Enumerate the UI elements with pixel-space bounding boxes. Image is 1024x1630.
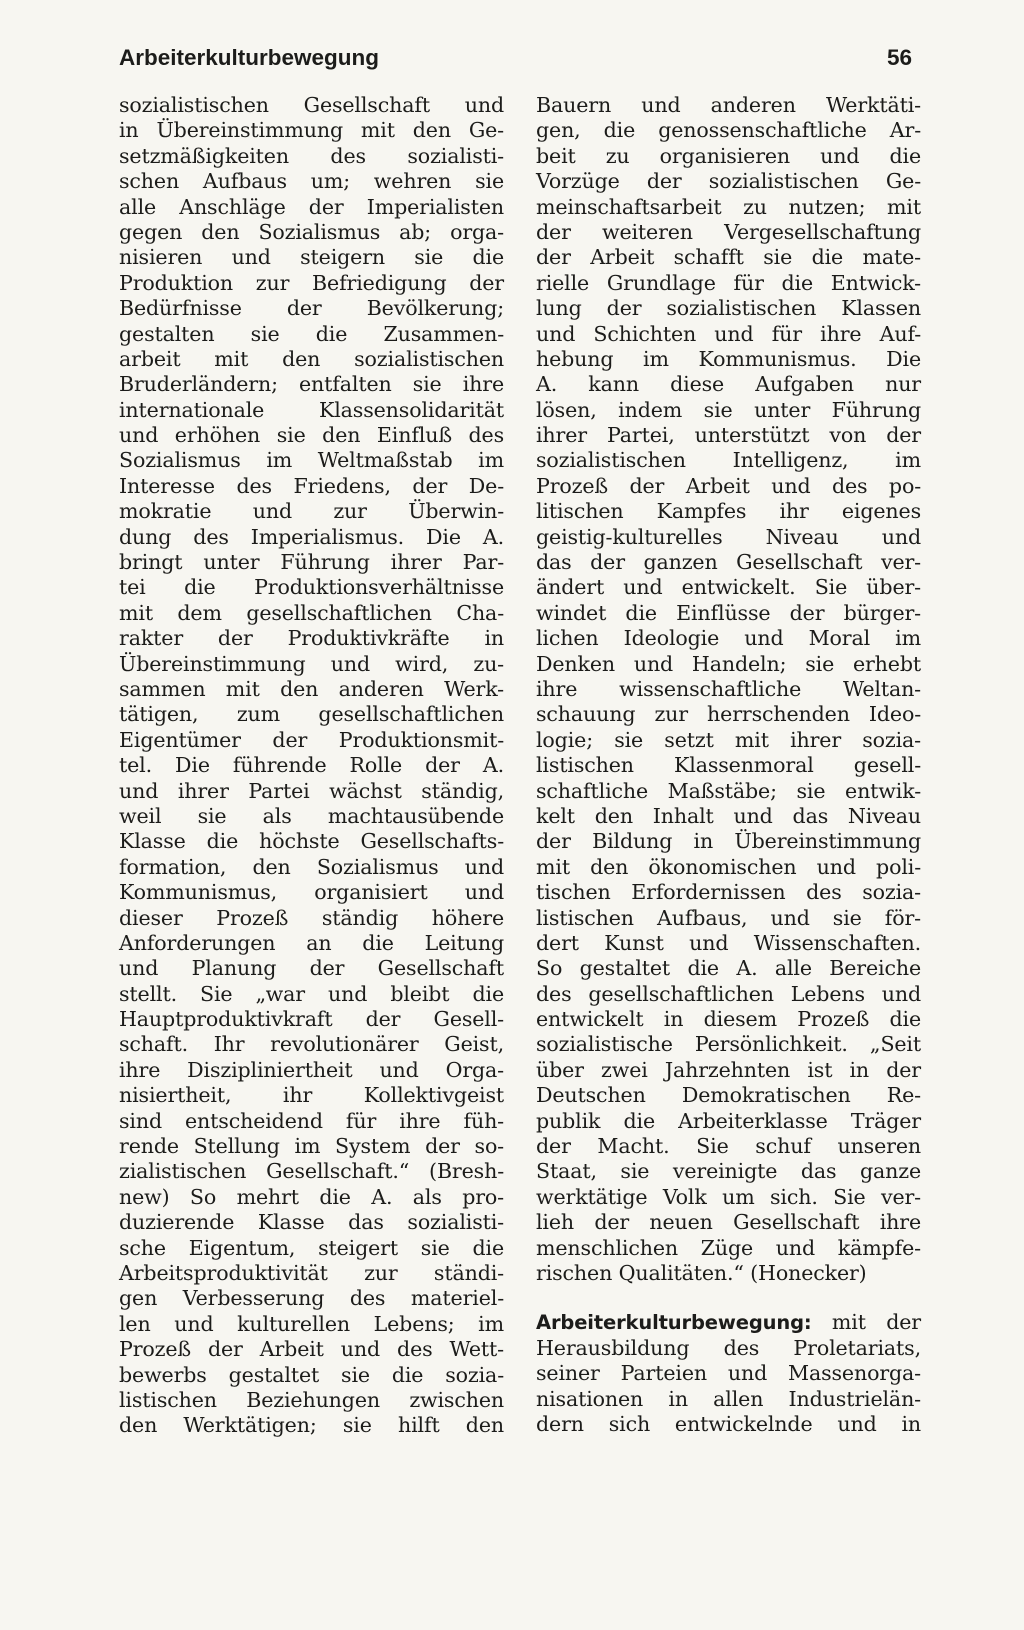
entry-first-line [536, 1310, 921, 1335]
text-line: A. kann diese Aufgaben nur [536, 372, 921, 397]
text-line: entwickelt in diesem Prozeß die [536, 1007, 921, 1032]
text-line: tei die Produktionsverhältnisse [119, 575, 504, 600]
text-line: Prozeß der Arbeit und des po- [536, 473, 921, 498]
text-line: meinschaftsarbeit zu nutzen; mit [536, 194, 921, 219]
text-line: Herausbildung des Proletariats, [536, 1335, 921, 1360]
text-line: kelt den Inhalt und das Niveau [536, 803, 921, 828]
text-line: der Bildung in Übereinstimmung [536, 829, 921, 854]
text-line: Interesse des Friedens, der De- [119, 473, 504, 498]
text-line: menschlichen Züge und kämpfe- [536, 1235, 921, 1260]
text-line: und erhöhen sie den Einfluß des [119, 423, 504, 448]
text-line: Anforderungen an die Leitung [119, 930, 504, 955]
text-line: bringt unter Führung ihrer Par- [119, 550, 504, 575]
text-line: nisieren und steigern sie die [119, 245, 504, 270]
text-line: über zwei Jahrzehnten ist in der [536, 1057, 921, 1082]
text-line: sozialistischen Intelligenz, im [536, 448, 921, 473]
text-line: Bruderländern; entfalten sie ihre [119, 372, 504, 397]
text-line: der Arbeit schafft sie die mate- [536, 245, 921, 270]
text-line: formation, den Sozialismus und [119, 854, 504, 879]
text-line: nisiertheit, ihr Kollektivgeist [119, 1083, 504, 1108]
text-line: Klasse die höchste Gesellschafts- [119, 829, 504, 854]
text-line: Deutschen Demokratischen Re- [536, 1083, 921, 1108]
entry-headword: Arbeiterkulturbewegung: [536, 1311, 812, 1335]
text-line: Eigentümer der Produktionsmit- [119, 727, 504, 752]
running-header [119, 40, 912, 80]
text-line: schauung zur herrschenden Ideo- [536, 702, 921, 727]
text-line: Prozeß der Arbeit und des Wett- [119, 1337, 504, 1362]
text-line: mokratie und zur Überwin- [119, 499, 504, 524]
text-line: So gestaltet die A. alle Bereiche [536, 956, 921, 981]
text-line: Übereinstimmung und wird, zu- [119, 651, 504, 676]
text-line: arbeit mit den sozialistischen [119, 346, 504, 371]
right-column-text [536, 93, 921, 1286]
entry-first-line-text: mit der [811, 1310, 921, 1335]
text-line: ihre Diszipliniertheit und Orga- [119, 1057, 504, 1082]
text-line: listischen Beziehungen zwischen [119, 1387, 504, 1412]
text-line: und Schichten und für ihre Auf- [536, 321, 921, 346]
text-line: Hauptproduktivkraft der Gesell- [119, 1007, 504, 1032]
text-line: alle Anschläge der Imperialisten [119, 194, 504, 219]
text-line: rischen Qualitäten.“ (Honecker) [536, 1260, 867, 1285]
text-line: das der ganzen Gesellschaft ver- [536, 550, 921, 575]
text-line: logie; sie setzt mit ihrer sozia- [536, 727, 921, 752]
text-line: lung der sozialistischen Klassen [536, 296, 921, 321]
text-line: dern sich entwickelnde und in [536, 1411, 921, 1436]
text-line: dert Kunst und Wissenschaften. [536, 930, 921, 955]
text-line: gegen den Sozialismus ab; orga- [119, 219, 504, 244]
text-line: werktätige Volk um sich. Sie ver- [536, 1184, 921, 1209]
text-line: beit zu organisieren und die [536, 143, 921, 168]
text-line: sammen mit den anderen Werk- [119, 676, 504, 701]
text-line: Produktion zur Befriedigung der [119, 270, 504, 295]
text-line: Bedürfnisse der Bevölkerung; [119, 296, 504, 321]
text-line: sozialistische Persönlichkeit. „Seit [536, 1032, 921, 1057]
text-line: tel. Die führende Rolle der A. [119, 753, 504, 778]
text-line: weil sie als machtausübende [119, 803, 504, 828]
text-line: gen Verbesserung des materiel- [119, 1286, 504, 1311]
running-title: Arbeiterkulturbewegung [119, 45, 380, 70]
text-line: dieser Prozeß ständig höhere [119, 905, 504, 930]
text-line: lösen, indem sie unter Führung [536, 397, 921, 422]
text-line: windet die Einflüsse der bürger- [536, 600, 921, 625]
text-line: new) So mehrt die A. als pro- [119, 1184, 504, 1209]
text-line: den Werktätigen; sie hilft den [119, 1413, 504, 1438]
text-line: ändert und entwickelt. Sie über- [536, 575, 921, 600]
text-line: sind entscheidend für ihre füh- [119, 1108, 504, 1133]
text-line: schen Aufbaus um; wehren sie [119, 169, 504, 194]
text-line: lichen Ideologie und Moral im [536, 626, 921, 651]
text-line: rende Stellung im System der so- [119, 1134, 504, 1159]
text-line: ihrer Partei, unterstützt von der [536, 423, 921, 448]
text-line: stellt. Sie „war und bleibt die [119, 981, 504, 1006]
text-line: lieh der neuen Gesellschaft ihre [536, 1210, 921, 1235]
text-line: geistig-kulturelles Niveau und [536, 524, 921, 549]
text-line: bewerbs gestaltet sie die sozia- [119, 1362, 504, 1387]
entry-separator [536, 1286, 921, 1310]
text-line: mit den ökonomischen und poli- [536, 854, 921, 879]
text-line: listischen Klassenmoral gesell- [536, 753, 921, 778]
text-line: der Macht. Sie schuf unseren [536, 1134, 921, 1159]
text-line: hebung im Kommunismus. Die [536, 346, 921, 371]
text-line: litischen Kampfes ihr eigenes [536, 499, 921, 524]
text-line: rielle Grundlage für die Entwick- [536, 270, 921, 295]
text-line: len und kulturellen Lebens; im [119, 1311, 504, 1336]
text-line: Staat, sie vereinigte das ganze [536, 1159, 921, 1184]
text-line: des gesellschaftlichen Lebens und [536, 981, 921, 1006]
entry-body [536, 1336, 921, 1438]
text-line: gen, die genossenschaftliche Ar- [536, 118, 921, 143]
text-line: zialistischen Gesellschaft.“ (Bresh- [119, 1159, 504, 1184]
text-line: rakter der Produktivkräfte in [119, 626, 504, 651]
text-line: tätigen, zum gesellschaftlichen [119, 702, 504, 727]
text-line: duzierende Klasse das sozialisti- [119, 1210, 504, 1235]
text-line: mit dem gesellschaftlichen Cha- [119, 600, 504, 625]
text-line: tischen Erfordernissen des sozia- [536, 880, 921, 905]
text-line: publik die Arbeiterklasse Träger [536, 1108, 921, 1133]
text-line: dung des Imperialismus. Die A. [119, 524, 504, 549]
right-column [536, 93, 921, 1437]
dictionary-entry [536, 1310, 921, 1437]
text-line: der weiteren Vergesellschaftung [536, 219, 921, 244]
text-line: schaft. Ihr revolutionärer Geist, [119, 1032, 504, 1057]
text-line: gestalten sie die Zusammen- [119, 321, 504, 346]
text-line: in Übereinstimmung mit den Ge- [119, 118, 504, 143]
text-line: Arbeitsproduktivität zur ständi- [119, 1260, 504, 1285]
text-line: setzmäßigkeiten des sozialisti- [119, 143, 504, 168]
text-line: ihre wissenschaftliche Weltan- [536, 676, 921, 701]
text-line: und ihrer Partei wächst ständig, [119, 778, 504, 803]
text-line: sozialistischen Gesellschaft und [119, 93, 504, 117]
text-line: Denken und Handeln; sie erhebt [536, 651, 921, 676]
text-line: schaftliche Maßstäbe; sie entwik- [536, 778, 921, 803]
text-line: sche Eigentum, steigert sie die [119, 1235, 504, 1260]
text-line: Bauern und anderen Werktäti- [536, 93, 921, 117]
text-line: nisationen in allen Industrielän- [536, 1386, 921, 1411]
text-line: seiner Parteien und Massenorga- [536, 1361, 921, 1386]
text-line: internationale Klassensolidarität [119, 397, 504, 422]
text-line: listischen Aufbaus, und sie för- [536, 905, 921, 930]
page-number: 56 [886, 45, 912, 70]
left-column [119, 93, 504, 1439]
text-line: und Planung der Gesellschaft [119, 956, 504, 981]
text-line: Sozialismus im Weltmaßstab im [119, 448, 504, 473]
text-line: Vorzüge der sozialistischen Ge- [536, 169, 921, 194]
text-line: Kommunismus, organisiert und [119, 880, 504, 905]
